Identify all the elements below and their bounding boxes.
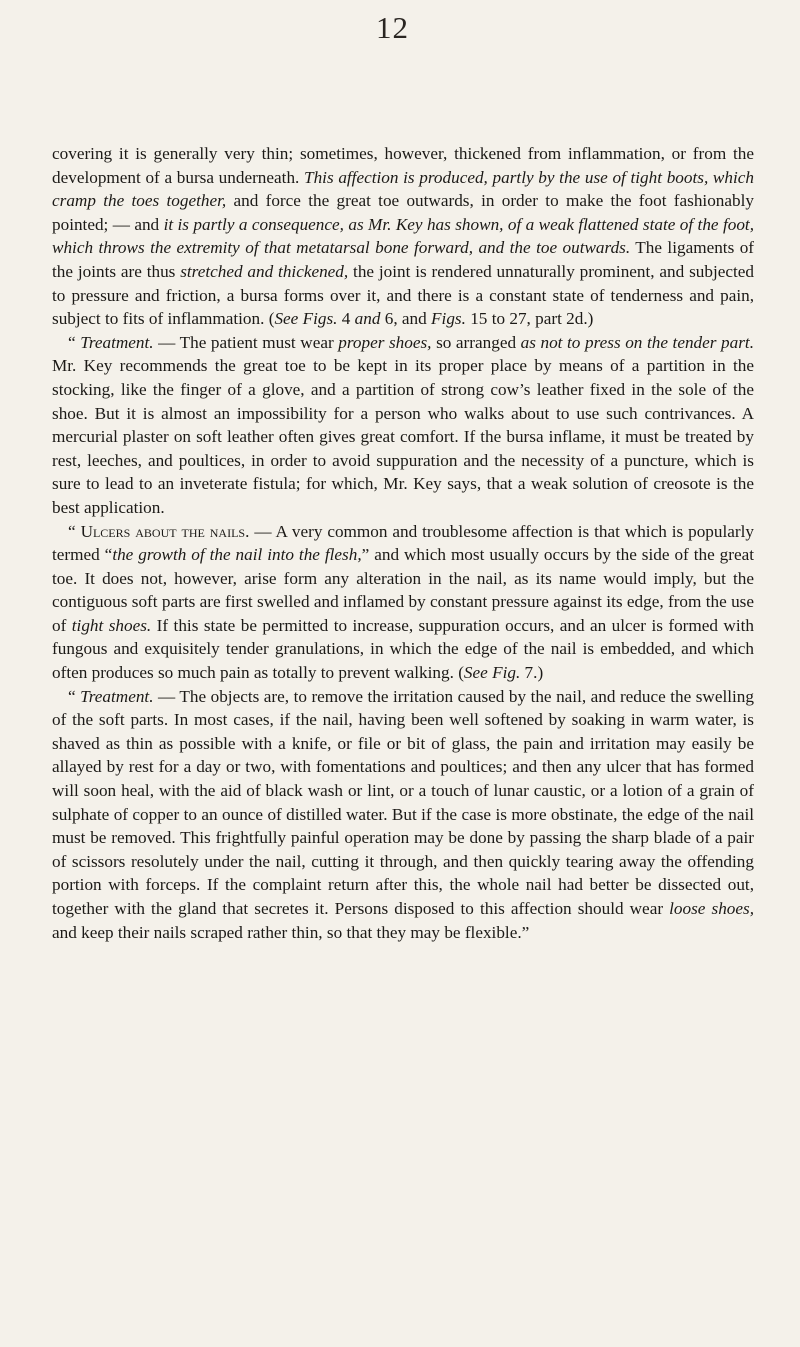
text-run: 7.) [520, 663, 544, 683]
text-run: — The objects are, to remove the irritation caused by the nail, and reduce the swelling of the soft parts. In most cases, if the nail, having been well softened by soaking in warm water, is shaved as thin as possible with a knife, or file or bit of glass, the pain and irritation may easily be allayed by rest for a day or two, with fomentations and poultices; and then any ulcer that has formed will soon heal, with the aid of black wash or lint, or a touch of lunar caustic, or a lotion of a grain of sulphate of copper to an ounce of distilled water. But if the case is more obstinate, the edge of the nail must be removed. This frightfully painful operation may be done by passing the sharp blade of a pair of scissors resolutely under the nail, cutting it through, and then quickly tearing away the offending portion with forceps. If the complaint return after this, the whole nail had better be dissected out, together with the gland that secretes it. Persons disposed to this affection should wear [52, 686, 754, 918]
text-run: The ligaments of the joints are thus [52, 238, 755, 281]
italic-run: Figs. [431, 309, 466, 329]
italic-run: loose shoes, [669, 899, 754, 918]
paragraph-ulcers-about-nails [52, 520, 754, 685]
italic-run: See Fig. [463, 663, 521, 683]
text-run: and force the great toe outwards, in order to make the foot fashionably pointed; — and [52, 191, 754, 234]
text-run: — The patient must wear [153, 332, 339, 352]
text-run: so arranged [431, 332, 521, 352]
italic-run: stretched and thickened, [180, 261, 349, 281]
italic-run: tight shoes. [71, 615, 152, 635]
italic-run: This affection is produced, partly by the use of tight boots, which cramp the toes together, [52, 167, 754, 211]
text-run: 6, and [380, 309, 432, 329]
text-run: “ [68, 521, 81, 541]
paragraph-bunion-treatment [52, 331, 754, 520]
text-run: and keep their nails scraped rather thin, so that they may be flexible.” [52, 922, 530, 942]
italic-run: it is partly a consequence, as Mr. Key has shown, of a weak flattened state of the foot, which throws the extremity of that metatarsal bone forward, and the toe outwards. [52, 214, 754, 258]
small-caps-heading: Ulcers about the nails. [80, 521, 250, 541]
paragraph-nail-treatment [52, 685, 754, 945]
italic-run: See Figs. [274, 309, 338, 329]
text-run: “ [68, 686, 81, 706]
text-run: ” and which most usually occurs by the side of the great toe. It does not, however, arise form any alteration in the nail, as its name would imply, but the contiguous soft parts are first swelled and inflamed by constant pressure against its edge, from the use of [52, 545, 755, 635]
text-run: 15 to 27, part 2d.) [465, 309, 594, 329]
paragraph-bunion [52, 142, 754, 331]
text-run: Mr. Key recommends the great toe to be kept in its proper place by means of a partition in the stocking, like the finger of a glove, and a partition of strong cow’s leather fixed in the sole of the shoe. But it is almost an impossibility for a person who walks about to use such contrivances. A mercurial plaster on soft leather often gives great comfort. If the bursa inflame, it must be treated by rest, leeches, and poultices, in order to avoid suppuration and the necessity of a puncture, which is sure to lead to an inveterate fistula; for which, Mr. Key says, that a weak solution of creosote is the best application. [52, 356, 754, 517]
text-run: — A very common and troublesome affection is that which is popularly termed “ [52, 521, 754, 565]
text-run: “ [68, 332, 81, 352]
italic-run: Treatment. [80, 332, 154, 352]
body-text [52, 142, 754, 944]
text-run: 4 [337, 309, 355, 329]
text-run: covering it is generally very thin; sometimes, however, thickened from inflammation, or from the development of a bursa underneath. [52, 144, 754, 187]
italic-run: as not to press on the tender part. [520, 332, 754, 352]
italic-run: proper shoes, [338, 332, 432, 352]
page-number: 12 [376, 10, 409, 45]
text-run: If this state be permitted to increase, suppuration occurs, and an ulcer is formed with fungous and exquisitely tender granulations, in which the edge of the nail is embedded, and which often produces so much pain as totally to prevent walking. ( [52, 615, 754, 683]
italic-run: and [354, 309, 381, 329]
italic-run: Treatment. [80, 686, 154, 706]
italic-run: the growth of the nail into the flesh, [112, 545, 362, 565]
text-run: the joint is rendered unnaturally prominent, and subjected to pressure and friction, a bursa forms over it, and there is a constant state of tenderness and pain, subject to fits of inflammation. ( [52, 261, 754, 329]
